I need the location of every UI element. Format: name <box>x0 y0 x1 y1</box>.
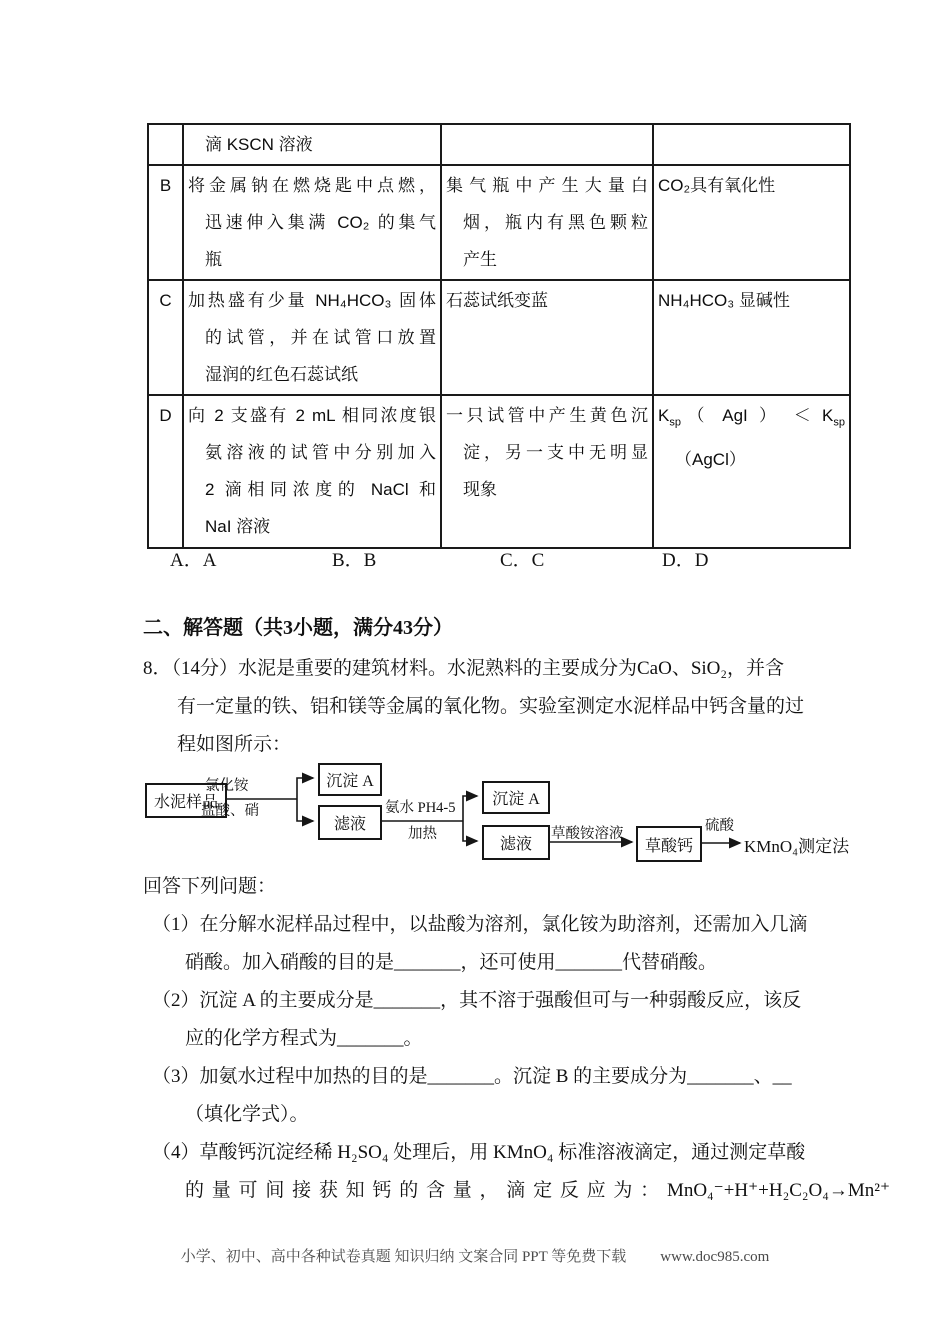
row-a-phenomenon-cell <box>441 124 653 165</box>
q8-3-line: （3）加氨水过程中加热的目的是_______。沉淀 B 的主要成分为_______、__ <box>152 1066 792 1087</box>
option-d: D．D <box>662 550 709 571</box>
row-b-conclusion-cell <box>653 165 850 280</box>
ksp-subscript: sp <box>833 416 845 429</box>
row-a-operation-cell <box>183 124 441 165</box>
row-b-letter: B <box>148 165 183 280</box>
row-d-phenomenon-line: 一只试管中产生黄色沉 <box>446 406 648 425</box>
q8-4-line: 的量可间接获知钙的含量，滴定反应为：MnO₄⁻+H⁺+H₂C₂O₄→Mn²⁺ <box>185 1180 890 1201</box>
label-ammonium-chloride: 氯化铵 <box>205 778 249 794</box>
question-8-stem <box>143 650 850 764</box>
row-a-letter-cell <box>148 124 183 165</box>
label-heat: 加热 <box>408 826 437 842</box>
label-ammonium-oxalate: 草酸铵溶液 <box>551 826 624 842</box>
table-row-c <box>148 280 850 395</box>
row-d-phenomenon-line: 现象 <box>463 480 497 499</box>
answer-options-row <box>0 546 950 576</box>
box-calcium-oxalate: 草酸钙 <box>636 826 702 862</box>
option-b: B．B <box>332 550 377 571</box>
ksp-symbol: K <box>658 406 670 425</box>
table-row-a-partial <box>148 124 850 165</box>
q8-2-line: （2）沉淀 A 的主要成分是_______，其不溶于强酸但可与一种弱酸反应，该反 <box>152 990 802 1011</box>
box-filtrate-1: 滤液 <box>318 805 382 840</box>
row-d-operation-line: 氨溶液的试管中分别加入 <box>205 443 436 462</box>
label-hydrochloric-nitric: 盐酸、硝 <box>201 803 259 819</box>
row-d-phenomenon-cell <box>441 395 653 548</box>
q8-3-line: （填化学式）。 <box>185 1104 309 1125</box>
label-sulfuric-acid: 硫酸 <box>705 818 734 834</box>
box-precipitate-a-2: 沉淀 A <box>482 781 550 814</box>
row-b-phenomenon-line: 集气瓶中产生大量白 <box>446 176 648 195</box>
q8-4-line: （4）草酸钙沉淀经稀 H₂SO₄ 处理后，用 KMnO₄ 标准溶液滴定，通过测定草酸 <box>152 1142 806 1163</box>
row-c-phenomenon-cell <box>441 280 653 395</box>
row-b-phenomenon-line: 烟，瓶内有黑色颗粒 <box>463 213 648 232</box>
footer-site-link: www.doc985.com <box>660 1249 770 1265</box>
row-b-phenomenon-line: 产生 <box>463 250 497 269</box>
row-b-conclusion-line: CO₂具有氧化性 <box>658 176 776 195</box>
box-cement-sample: 水泥样品 <box>145 783 227 818</box>
q8-1-line: （1）在分解水泥样品过程中，以盐酸为溶剂，氯化铵为助溶剂，还需加入几滴 <box>152 914 808 935</box>
row-a-operation-line: 滴 KSCN 溶液 <box>205 135 313 154</box>
row-b-operation-line: 瓶 <box>205 250 222 269</box>
row-d-operation-line: 向 2 支盛有 2 mL 相同浓度银 <box>188 406 436 425</box>
q8-line: 8．（14分）水泥是重要的建筑材料。水泥熟料的主要成分为CaO、SiO₂，并含 <box>143 658 785 679</box>
option-c: C．C <box>500 550 545 571</box>
row-d-conclusion-cell <box>653 395 850 548</box>
q8-line: 有一定量的铁、铝和镁等金属的氧化物。实验室测定水泥样品中钙含量的过 <box>177 696 805 717</box>
process-flow-diagram <box>145 757 865 869</box>
q8-1-line: 硝酸。加入硝酸的目的是_______，还可使用_______代替硝酸。 <box>185 952 718 973</box>
ksp-comparison: （ AgI ） ＜ <box>680 406 823 425</box>
ksp-symbol: K <box>822 406 834 425</box>
footer-text: 小学、初中、高中各种试卷真题 知识归纳 文案合同 PPT 等免费下载 <box>180 1249 627 1265</box>
q8-2-line: 应的化学方程式为_______。 <box>185 1028 423 1049</box>
row-b-operation-line: 将金属钠在燃烧匙中点燃， <box>188 176 436 195</box>
table-row-b <box>148 165 850 280</box>
box-filtrate-2: 滤液 <box>482 825 550 860</box>
row-c-operation-cell <box>183 280 441 395</box>
row-d-operation-line: NaI 溶液 <box>205 517 271 536</box>
row-b-operation-line: 迅速伸入集满 CO₂ 的集气 <box>205 213 436 232</box>
row-c-operation-line: 加热盛有少量 NH₄HCO₃ 固体 <box>188 291 436 310</box>
row-c-conclusion-cell <box>653 280 850 395</box>
row-b-operation-cell <box>183 165 441 280</box>
row-c-operation-line: 湿润的红色石蕊试纸 <box>205 365 358 384</box>
row-d-conclusion-line: （AgCl） <box>675 450 746 470</box>
label-ammonia-ph: 氨水 PH4-5 <box>385 800 456 816</box>
row-a-conclusion-cell <box>653 124 850 165</box>
box-precipitate-a: 沉淀 A <box>318 763 382 796</box>
table-row-d <box>148 395 850 548</box>
row-d-conclusion-line <box>658 397 845 441</box>
label-kmno4-method: KMnO₄测定法 <box>744 837 850 856</box>
row-c-letter: C <box>148 280 183 395</box>
row-b-phenomenon-cell <box>441 165 653 280</box>
row-d-letter: D <box>148 395 183 548</box>
option-a: A．A <box>170 550 217 571</box>
row-c-conclusion-line: NH₄HCO₃ 显碱性 <box>658 291 790 310</box>
section-heading: 二、解答题（共3小题，满分43分） <box>143 617 453 639</box>
row-d-phenomenon-line: 淀，另一支中无明显 <box>463 443 648 462</box>
questions-intro: 回答下列问题： <box>143 876 277 897</box>
page-footer <box>0 1246 950 1268</box>
row-d-operation-line: 2 滴相同浓度的 NaCl 和 <box>205 480 436 499</box>
row-c-phenomenon-line: 石蕊试纸变蓝 <box>446 291 548 310</box>
row-d-operation-cell <box>183 395 441 548</box>
sub-questions <box>143 868 890 1210</box>
experiment-table <box>147 123 851 549</box>
row-c-operation-line: 的试管，并在试管口放置 <box>205 328 436 347</box>
ksp-subscript: sp <box>669 416 681 429</box>
q8-line: 程如图所示： <box>177 734 292 755</box>
